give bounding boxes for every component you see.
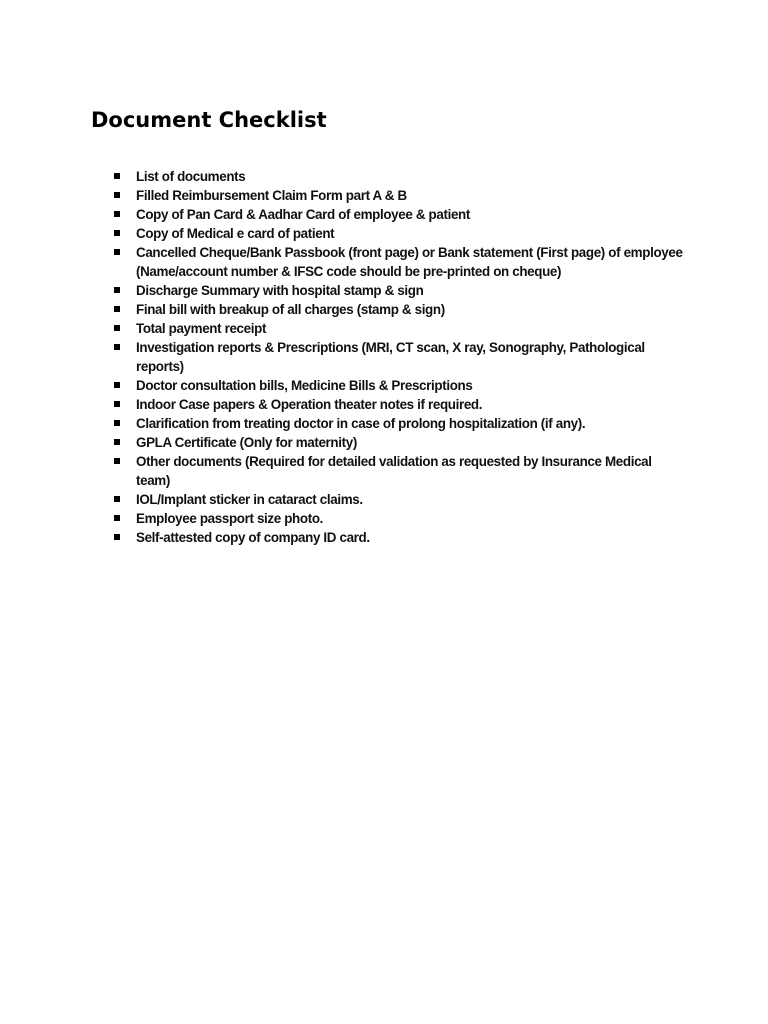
list-item-text: Discharge Summary with hospital stamp & sign: [136, 283, 424, 298]
list-item-text: Cancelled Cheque/Bank Passbook (front page) or Bank statement (First page) of employee (Name/account number & IFSC code should be pre-printed on cheque): [136, 245, 683, 279]
list-item-text: Clarification from treating doctor in case of prolong hospitalization (if any).: [136, 416, 586, 431]
list-item: [0, 490, 768, 509]
list-item-text: Total payment receipt: [136, 321, 267, 336]
list-item: [0, 528, 768, 547]
square-bullet-icon: [114, 344, 120, 350]
list-item: [0, 300, 768, 319]
page-title: Document Checklist: [91, 108, 327, 132]
square-bullet-icon: [114, 496, 120, 502]
list-item: [0, 205, 768, 224]
list-item: [0, 167, 768, 186]
square-bullet-icon: [114, 401, 120, 407]
square-bullet-icon: [114, 230, 120, 236]
list-item: [0, 319, 768, 338]
list-item-text: Investigation reports & Prescriptions (MRI, CT scan, X ray, Sonography, Pathological reports): [136, 340, 645, 374]
square-bullet-icon: [114, 249, 120, 255]
square-bullet-icon: [114, 382, 120, 388]
square-bullet-icon: [114, 439, 120, 445]
list-item: [0, 414, 768, 433]
list-item: [0, 338, 768, 376]
square-bullet-icon: [114, 534, 120, 540]
square-bullet-icon: [114, 420, 120, 426]
square-bullet-icon: [114, 192, 120, 198]
list-item-text: Copy of Pan Card & Aadhar Card of employee & patient: [136, 207, 470, 222]
square-bullet-icon: [114, 325, 120, 331]
list-item-text: Employee passport size photo.: [136, 511, 324, 526]
list-item-text: Copy of Medical e card of patient: [136, 226, 335, 241]
list-item: [0, 376, 768, 395]
list-item-text: Filled Reimbursement Claim Form part A & B: [136, 188, 407, 203]
list-item: [0, 395, 768, 414]
square-bullet-icon: [114, 515, 120, 521]
square-bullet-icon: [114, 173, 120, 179]
list-item-text: GPLA Certificate (Only for maternity): [136, 435, 357, 450]
list-item-text: Doctor consultation bills, Medicine Bills & Prescriptions: [136, 378, 473, 393]
square-bullet-icon: [114, 287, 120, 293]
list-item: [0, 433, 768, 452]
list-item-text: Self-attested copy of company ID card.: [136, 530, 370, 545]
list-item-text: Indoor Case papers & Operation theater notes if required.: [136, 397, 483, 412]
list-item: [0, 243, 768, 281]
square-bullet-icon: [114, 458, 120, 464]
document-checklist: [0, 167, 768, 547]
list-item: [0, 281, 768, 300]
list-item: [0, 224, 768, 243]
list-item-text: Final bill with breakup of all charges (stamp & sign): [136, 302, 445, 317]
list-item: [0, 452, 768, 490]
list-item-text: Other documents (Required for detailed validation as requested by Insurance Medical team): [136, 454, 652, 488]
list-item: [0, 509, 768, 528]
square-bullet-icon: [114, 306, 120, 312]
list-item-text: IOL/Implant sticker in cataract claims.: [136, 492, 363, 507]
square-bullet-icon: [114, 211, 120, 217]
list-item-text: List of documents: [136, 169, 246, 184]
list-item: [0, 186, 768, 205]
